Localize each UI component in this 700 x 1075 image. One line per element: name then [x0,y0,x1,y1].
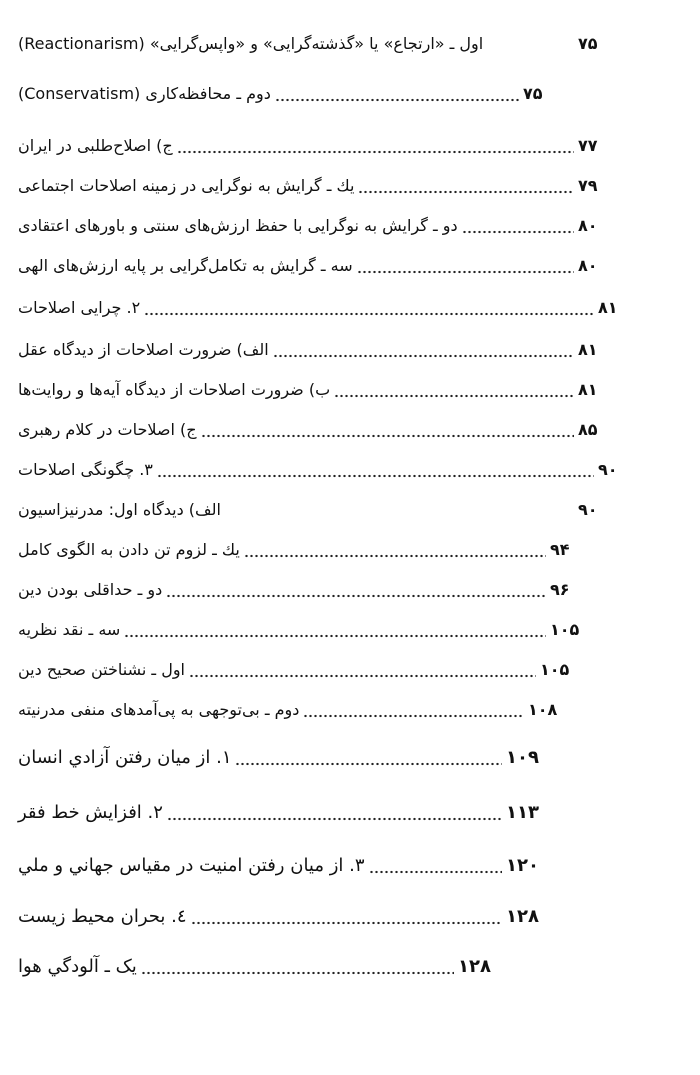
toc-entry-title: دوم ـ محافظه‌کاری (Conservatism) [18,84,271,103]
toc-entry[interactable] [18,166,618,198]
toc-entry[interactable] [18,793,546,825]
toc-leader-dots [303,698,524,722]
toc-leader-dots [191,905,502,929]
toc-entry[interactable] [18,490,618,522]
toc-entry[interactable] [18,570,590,602]
toc-entry-page: ۸۰ [578,216,598,235]
toc-entry-page: ۱۰۵ [540,660,570,679]
toc-entry[interactable] [18,370,618,402]
toc-entry[interactable] [18,288,638,320]
toc-leader-dots [275,82,519,106]
toc-entry[interactable] [18,206,618,238]
toc-entry-title: الف) ضرورت اصلاحات از دیدگاه عقل [18,340,269,359]
toc-entry-title: ۱. از میان رفتن آزادي انسان [18,747,232,768]
toc-leader-dots [369,854,502,878]
toc-entry[interactable] [18,24,618,56]
toc-entry-page: ۹۶ [550,580,570,599]
toc-entry[interactable] [18,330,618,362]
toc-entry[interactable] [18,410,618,442]
toc-entry[interactable] [18,610,590,642]
toc-leader-dots [201,418,574,442]
toc-entry-page: ۱۰۸ [528,700,558,719]
toc-entry-title: ج) اصلاح‌طلبی در ایران [18,136,173,155]
toc-entry[interactable] [18,690,568,722]
toc-entry[interactable] [18,126,618,158]
toc-leader-dots [166,578,546,602]
toc-entry-page: ۱۲۸ [506,906,539,927]
toc-leader-dots [177,134,574,158]
toc-entry-title: ۳. چگونگی اصلاحات [18,460,153,479]
toc-leader-dots [144,296,594,320]
toc-leader-dots [487,32,574,56]
toc-entry[interactable] [18,530,590,562]
toc-entry-page: ۸۱ [578,340,598,359]
toc-entry-title: ۳. از میان رفتن امنیت در مقیاس جهاني و ملي [18,855,365,876]
toc-entry[interactable] [18,74,563,106]
toc-leader-dots [273,338,574,362]
toc-entry-title: یك ـ گرایش به نوگرایی در زمینه اصلاحات اجتماعی [18,176,355,195]
toc-entry-title: سه ـ نقد نظریه [18,620,121,639]
toc-leader-dots [358,174,574,198]
toc-entry-title: دوم ـ بی‌توجهی به پی‌آمدهای منفی مدرنیته [18,700,300,719]
toc-entry[interactable] [18,846,546,878]
toc-entry-page: ۱۰۹ [506,747,539,768]
toc-entry-page: ۷۹ [578,176,598,195]
toc-entry-title: ب) ضرورت اصلاحات از دیدگاه آیه‌ها و روایت‌ها [18,380,331,399]
toc-entry-page: ۷۵ [578,34,598,53]
toc-entry-title: ج) اصلاحات در کلام رهبری [18,420,197,439]
toc-leader-dots [235,746,502,770]
toc-entry-title: دو ـ گرایش به نوگرایی با حفظ ارزش‌های سنتی و باورهای اعتقادی [18,216,458,235]
toc-leader-dots [225,498,574,522]
toc-leader-dots [357,254,574,278]
toc-entry[interactable] [18,246,618,278]
toc-entry-title: ۲. افزایش خط فقر [18,802,163,823]
toc-entry-title: ۲. چرایی اصلاحات [18,298,141,317]
toc-entry[interactable] [18,897,546,929]
toc-entry-title: الف) دیدگاه اول: مدرنیزاسیون [18,500,221,519]
toc-entry[interactable] [18,738,546,770]
toc-entry-page: ۱۰۵ [550,620,580,639]
toc-entry[interactable] [18,947,498,979]
toc-entry-page: ۷۷ [578,136,598,155]
toc-entry-page: ۸۱ [598,298,618,317]
toc-leader-dots [124,618,546,642]
toc-entry[interactable] [18,450,638,482]
toc-leader-dots [189,658,536,682]
toc-entry-title: یك ـ لزوم تن دادن به الگوی کامل [18,540,240,559]
toc-entry[interactable] [18,650,580,682]
toc-entry-page: ۱۲۰ [506,855,539,876]
toc-entry-page: ۸۰ [578,256,598,275]
toc-leader-dots [157,458,594,482]
toc-entry-title: دو ـ حداقلی بودن دین [18,580,163,599]
toc-entry-page: ۹۰ [578,500,598,519]
toc-entry-page: ۹۰ [598,460,618,479]
toc-entry-title: اول ـ «ارتجاع» یا «گذشته‌گرایی» و «واپس‌گرایی» (Reactionarism) [18,34,484,53]
toc-entry-title: ٤. بحران محیط زیست [18,906,187,927]
toc-entry-page: ۸۱ [578,380,598,399]
toc-entry-page: ۱۱۳ [506,802,539,823]
toc-entry-title: سه ـ گرایش به تکامل‌گرایی بر پایه ارزش‌های الهی [18,256,353,275]
toc-entry-title: اول ـ نشناختن صحیح دین [18,660,185,679]
toc-entry-title: یک ـ آلودگي هوا [18,956,137,977]
toc-entry-page: ۹۴ [550,540,570,559]
toc-leader-dots [334,378,574,402]
toc-entry-page: ۷۵ [523,84,543,103]
toc-leader-dots [244,538,546,562]
toc-leader-dots [141,955,454,979]
toc-leader-dots [462,214,574,238]
toc-entry-page: ۱۲۸ [458,956,491,977]
toc-entry-page: ۸۵ [578,420,598,439]
toc-leader-dots [167,801,502,825]
